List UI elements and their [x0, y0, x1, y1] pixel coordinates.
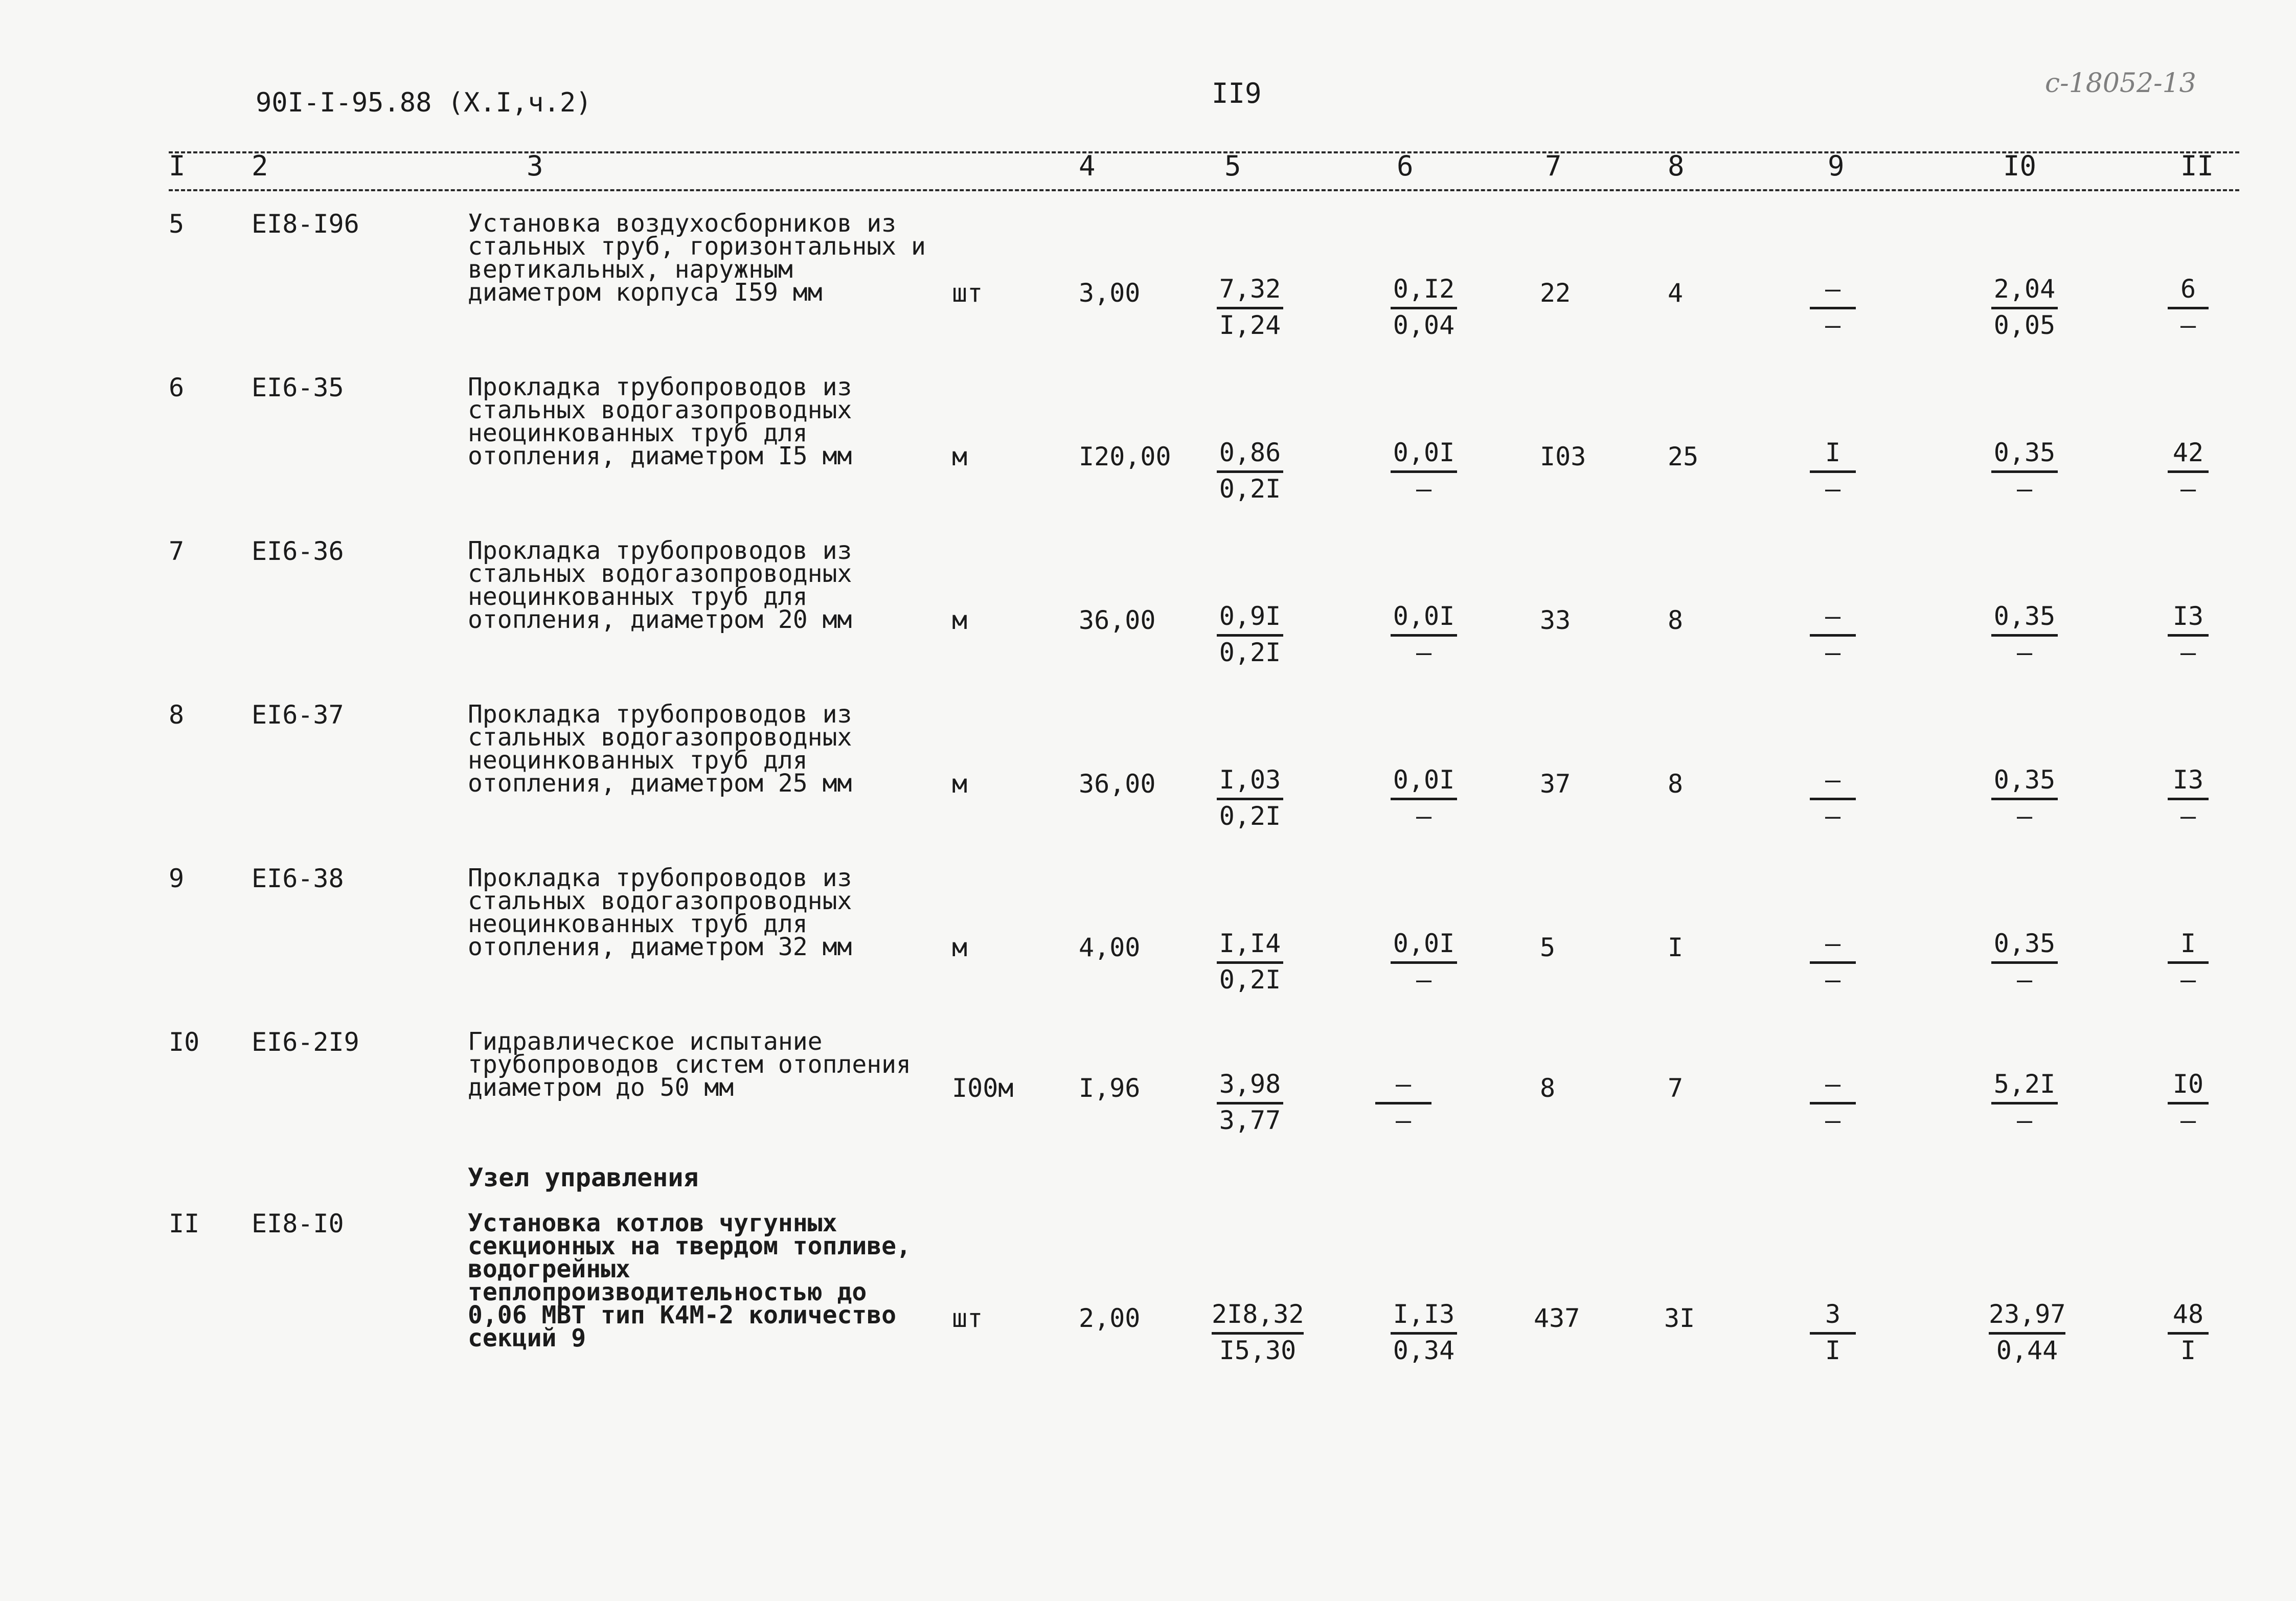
row-number: II — [169, 1209, 200, 1238]
col5-fraction — [1217, 601, 1283, 667]
col6-fraction — [1391, 601, 1457, 667]
col9-bottom: I — [1825, 1336, 1841, 1365]
header-bottom-rule — [169, 189, 2239, 191]
row-qty: I,96 — [1079, 1073, 1141, 1103]
row-code: EI8-I0 — [252, 1209, 344, 1238]
fraction-bar — [1810, 470, 1856, 473]
col9-fraction — [1810, 438, 1856, 504]
col11-bottom: – — [2180, 1106, 2196, 1135]
col-num-5: 5 — [1224, 150, 1241, 182]
col-num-10: I0 — [2003, 150, 2037, 182]
row-qty: 2,00 — [1079, 1303, 1141, 1333]
fraction-bar — [2168, 798, 2209, 800]
col9-top: – — [1825, 1069, 1841, 1099]
row-description: Прокладка трубопроводов из стальных водогазопроводных неоцинкованных труб для отопления, диаметром I5 мм — [468, 373, 852, 470]
col5-top: I,03 — [1219, 765, 1281, 795]
row-unit: I00м — [952, 1073, 1014, 1103]
col9-bottom: – — [1825, 474, 1841, 504]
row-qty: I20,00 — [1079, 442, 1171, 471]
row-number: 8 — [169, 700, 185, 730]
col10-bottom: – — [2016, 801, 2033, 831]
row-unit: шт — [952, 1303, 983, 1333]
col10-fraction — [1991, 274, 2058, 340]
col9-top: I — [1825, 438, 1841, 467]
fraction-bar — [1810, 798, 1856, 800]
col10-top: 0,35 — [1993, 438, 2056, 467]
col9-fraction — [1810, 601, 1856, 667]
fraction-bar — [1217, 307, 1283, 309]
col5-top: 0,9I — [1219, 601, 1281, 631]
col9-bottom: – — [1825, 801, 1841, 831]
col9-top: – — [1825, 274, 1841, 304]
col10-top: 0,35 — [1993, 765, 2056, 795]
fraction-bar — [2168, 470, 2209, 473]
row-code: EI6-37 — [252, 700, 344, 730]
col5-bottom: I5,30 — [1219, 1336, 1297, 1365]
col11-top: 42 — [2172, 438, 2204, 467]
fraction-bar — [1217, 1102, 1283, 1104]
col-num-9: 9 — [1828, 150, 1845, 182]
col6-fraction — [1391, 765, 1457, 831]
fraction-bar — [1375, 1102, 1431, 1104]
col6-top: 0,0I — [1393, 438, 1455, 467]
fraction-bar — [1217, 798, 1283, 800]
row-qty: 36,00 — [1079, 769, 1156, 799]
row-number: 5 — [169, 209, 185, 239]
col11-top: 6 — [2180, 274, 2196, 304]
row-description: Установка воздухосборников из стальных труб, горизонтальных и вертикальных, наружным диаметром корпуса I59 мм — [468, 209, 926, 307]
col9-fraction — [1810, 274, 1856, 340]
col11-fraction — [2168, 274, 2209, 340]
col5-fraction — [1217, 1069, 1283, 1135]
col11-top: 48 — [2172, 1299, 2204, 1329]
row-unit: м — [952, 933, 968, 962]
col6-fraction — [1391, 1299, 1457, 1365]
row-code: EI6-2I9 — [252, 1027, 359, 1057]
row-description: Прокладка трубопроводов из стальных водогазопроводных неоцинкованных труб для отопления, диаметром 32 мм — [468, 864, 852, 961]
col-num-2: 2 — [252, 150, 268, 182]
row-description: Установка котлов чугунных секционных на твердом топливе, водогрейных теплопроизводительностью до 0,06 МВТ тип К4М-2 количество секций 9 — [468, 1209, 911, 1352]
col11-top: I3 — [2172, 765, 2204, 795]
fraction-bar — [1991, 961, 2058, 964]
col11-fraction — [2168, 601, 2209, 667]
col7-value: 437 — [1534, 1303, 1580, 1333]
row-code: EI6-36 — [252, 536, 344, 566]
col11-bottom: – — [2180, 474, 2196, 504]
col11-fraction — [2168, 438, 2209, 504]
col-num-3: 3 — [527, 150, 543, 182]
col9-bottom: – — [1825, 965, 1841, 995]
fraction-bar — [1991, 1102, 2058, 1104]
fraction-bar — [1391, 634, 1457, 637]
col11-top: I — [2180, 929, 2196, 958]
col6-top: 0,I2 — [1393, 274, 1455, 304]
col11-fraction — [2168, 1069, 2209, 1135]
col9-top: – — [1825, 601, 1841, 631]
col5-top: 2I8,32 — [1212, 1299, 1304, 1329]
col11-top: I0 — [2172, 1069, 2204, 1099]
col6-fraction — [1391, 929, 1457, 995]
fraction-bar — [1391, 1332, 1457, 1335]
col10-top: 5,2I — [1993, 1069, 2056, 1099]
col6-top: 0,0I — [1393, 765, 1455, 795]
col5-bottom: 0,2I — [1219, 638, 1281, 667]
col5-fraction — [1217, 274, 1283, 340]
col-num-1: I — [169, 150, 186, 182]
row-number: 9 — [169, 864, 185, 893]
col-num-11: II — [2180, 150, 2214, 182]
col10-bottom: 0,44 — [1996, 1336, 2058, 1365]
col9-top: – — [1825, 929, 1841, 958]
col6-bottom: 0,34 — [1393, 1336, 1455, 1365]
col10-bottom: – — [2016, 474, 2033, 504]
row-unit: м — [952, 605, 968, 635]
col10-bottom: – — [2016, 638, 2033, 667]
col8-value: 8 — [1668, 769, 1684, 799]
col11-fraction — [2168, 929, 2209, 995]
fraction-bar — [1810, 1332, 1856, 1335]
col10-bottom: 0,05 — [1993, 310, 2056, 340]
fraction-bar — [1391, 798, 1457, 800]
col5-fraction — [1217, 765, 1283, 831]
fraction-bar — [1217, 961, 1283, 964]
col10-fraction — [1991, 438, 2058, 504]
fraction-bar — [1991, 470, 2058, 473]
row-qty: 3,00 — [1079, 278, 1141, 308]
col11-bottom: – — [2180, 310, 2196, 340]
col5-bottom: 0,2I — [1219, 801, 1281, 831]
fraction-bar — [2168, 1102, 2209, 1104]
col9-top: – — [1825, 765, 1841, 795]
archive-stamp: с-18052-13 — [2045, 68, 2196, 99]
col5-bottom: 0,2I — [1219, 474, 1281, 504]
col10-top: 23,97 — [1989, 1299, 2066, 1329]
fraction-bar — [1391, 470, 1457, 473]
col5-top: 3,98 — [1219, 1069, 1281, 1099]
col6-bottom: – — [1416, 474, 1432, 504]
col9-fraction — [1810, 1299, 1856, 1365]
col6-fraction — [1375, 1069, 1431, 1135]
fraction-bar — [1810, 634, 1856, 637]
col11-fraction — [2168, 765, 2209, 831]
fraction-bar — [1217, 634, 1283, 637]
col6-top: – — [1395, 1069, 1412, 1099]
col6-top: 0,0I — [1393, 929, 1455, 958]
col8-value: 7 — [1668, 1073, 1684, 1103]
col5-bottom: 3,77 — [1219, 1106, 1281, 1135]
col9-bottom: – — [1825, 1106, 1841, 1135]
col5-top: 0,86 — [1219, 438, 1281, 467]
col7-value: 22 — [1540, 278, 1571, 308]
col10-top: 0,35 — [1993, 929, 2056, 958]
col6-bottom: – — [1416, 965, 1432, 995]
col8-value: 3I — [1664, 1303, 1695, 1333]
col5-top: I,I4 — [1219, 929, 1281, 958]
col10-fraction — [1989, 1299, 2066, 1365]
fraction-bar — [1391, 307, 1457, 309]
row-unit: м — [952, 442, 968, 471]
col8-value: 25 — [1668, 442, 1699, 471]
header-top-rule — [169, 151, 2239, 153]
col9-bottom: – — [1825, 638, 1841, 667]
col6-bottom: – — [1416, 638, 1432, 667]
row-code: EI6-35 — [252, 373, 344, 402]
col11-bottom: – — [2180, 638, 2196, 667]
fraction-bar — [1991, 307, 2058, 309]
col6-fraction — [1391, 438, 1457, 504]
col5-bottom: I,24 — [1219, 310, 1281, 340]
col5-top: 7,32 — [1219, 274, 1281, 304]
col11-top: I3 — [2172, 601, 2204, 631]
fraction-bar — [1991, 634, 2058, 637]
col10-fraction — [1991, 765, 2058, 831]
fraction-bar — [1217, 470, 1283, 473]
col-num-6: 6 — [1397, 150, 1414, 182]
fraction-bar — [2168, 307, 2209, 309]
col11-bottom: – — [2180, 965, 2196, 995]
col11-fraction — [2168, 1299, 2209, 1365]
fraction-bar — [1810, 961, 1856, 964]
doc-code: 90I-I-95.88 (X.I,ч.2) — [256, 87, 592, 118]
col6-top: I,I3 — [1393, 1299, 1455, 1329]
col9-fraction — [1810, 765, 1856, 831]
col6-top: 0,0I — [1393, 601, 1455, 631]
col6-fraction — [1391, 274, 1457, 340]
col9-top: 3 — [1825, 1299, 1841, 1329]
col10-bottom: – — [2016, 965, 2033, 995]
col7-value: 37 — [1540, 769, 1571, 799]
col7-value: 33 — [1540, 605, 1571, 635]
fraction-bar — [2168, 961, 2209, 964]
row-description: Прокладка трубопроводов из стальных водогазопроводных неоцинкованных труб для отопления, диаметром 25 мм — [468, 700, 852, 798]
col9-fraction — [1810, 929, 1856, 995]
fraction-bar — [2168, 634, 2209, 637]
col10-top: 2,04 — [1993, 274, 2056, 304]
row-unit: м — [952, 769, 968, 799]
row-code: EI8-I96 — [252, 209, 359, 239]
col7-value: 5 — [1540, 933, 1556, 962]
col11-bottom: – — [2180, 801, 2196, 831]
col5-fraction — [1217, 438, 1283, 504]
col10-fraction — [1991, 1069, 2058, 1135]
col5-bottom: 0,2I — [1219, 965, 1281, 995]
fraction-bar — [1810, 307, 1856, 309]
row-unit: шт — [952, 278, 983, 308]
row-description: Прокладка трубопроводов из стальных водогазопроводных неоцинкованных труб для отопления, диаметром 20 мм — [468, 536, 852, 634]
col5-fraction — [1212, 1299, 1304, 1365]
col10-bottom: – — [2016, 1106, 2033, 1135]
col9-fraction — [1810, 1069, 1856, 1135]
row-qty: 36,00 — [1079, 605, 1156, 635]
row-number: 7 — [169, 536, 185, 566]
fraction-bar — [1989, 1332, 2065, 1335]
col10-fraction — [1991, 601, 2058, 667]
col6-bottom: – — [1395, 1106, 1412, 1135]
col5-fraction — [1217, 929, 1283, 995]
col-num-8: 8 — [1668, 150, 1685, 182]
col11-bottom: I — [2180, 1336, 2196, 1365]
col6-bottom: – — [1416, 801, 1432, 831]
col6-bottom: 0,04 — [1393, 310, 1455, 340]
fraction-bar — [1810, 1102, 1856, 1104]
col-num-7: 7 — [1545, 150, 1562, 182]
page-number: II9 — [1212, 77, 1262, 109]
row-description: Гидравлическое испытание трубопроводов систем отопления диаметром до 50 мм — [468, 1027, 911, 1102]
row-code: EI6-38 — [252, 864, 344, 893]
col9-bottom: – — [1825, 310, 1841, 340]
col8-value: I — [1668, 933, 1684, 962]
col10-fraction — [1991, 929, 2058, 995]
fraction-bar — [1991, 798, 2058, 800]
col7-value: 8 — [1540, 1073, 1556, 1103]
row-number: I0 — [169, 1027, 200, 1057]
fraction-bar — [1391, 961, 1457, 964]
fraction-bar — [1212, 1332, 1304, 1335]
row-qty: 4,00 — [1079, 933, 1141, 962]
col8-value: 4 — [1668, 278, 1684, 308]
col10-top: 0,35 — [1993, 601, 2056, 631]
col8-value: 8 — [1668, 605, 1684, 635]
section-title: Узел управления — [468, 1163, 699, 1192]
col-num-4: 4 — [1079, 150, 1096, 182]
row-number: 6 — [169, 373, 185, 402]
col7-value: I03 — [1540, 442, 1586, 471]
fraction-bar — [2168, 1332, 2209, 1335]
